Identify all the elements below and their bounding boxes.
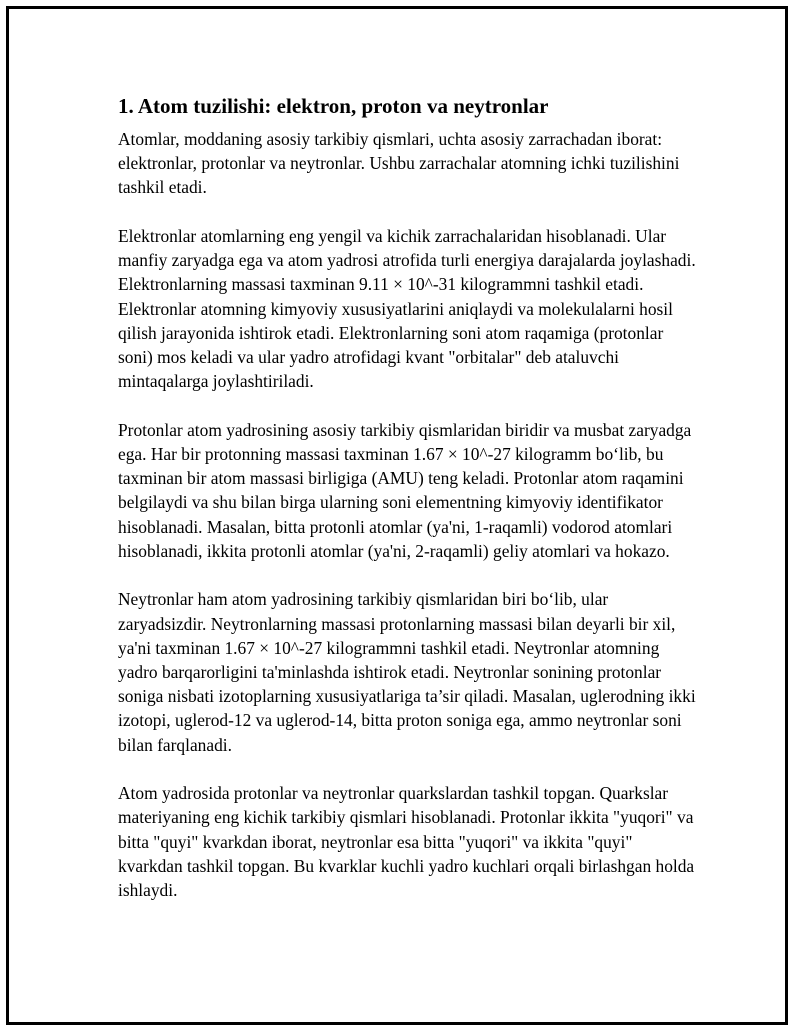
document-body xyxy=(118,92,698,927)
paragraph-neutrons: Neytronlar ham atom yadrosining tarkibiy qismlaridan biri bo‘lib, ular zaryadsizdir. Neytronlarning massasi protonlarning massasi bilan deyarli bir xil, ya'ni taxminan 1.67 × 10^-27 kilogrammni tashkil etadi. Neytronlar atomning yadro barqarorligini ta'minlashda ishtirok etadi. Neytronlar sonining protonlar soniga nisbati izotoplarning xususiyatlariga ta’sir qiladi. Masalan, uglerodning ikki izotopi, uglerod-12 va uglerod-14, bitta proton soniga ega, ammo neytronlar soni bilan farqlanadi. xyxy=(118,589,696,755)
section-heading: 1. Atom tuzilishi: elektron, proton va neytronlar xyxy=(118,94,549,118)
paragraph-intro: Atomlar, moddaning asosiy tarkibiy qismlari, uchta asosiy zarrachadan iborat: elektronlar, protonlar va neytronlar. Ushbu zarrachalar atomning ichki tuzilishini tashkil etadi. xyxy=(118,129,680,198)
paragraph-protons: Protonlar atom yadrosining asosiy tarkibiy qismlaridan biridir va musbat zaryadga ega. Har bir protonning massasi taxminan 1.67 × 10^-27 kilogramm bo‘lib, bu taxminan bir atom massasi birligiga (AMU) teng keladi. Protonlar atom raqamini belgilaydi va shu bilan birga ularning soni elementning kimyoviy identifikator hisoblanadi. Masalan, bitta protonli atomlar (ya'ni, 1-raqamli) vodorod atomlari hisoblanadi, ikkita protonli atomlar (ya'ni, 2-raqamli) geliy atomlari va hokazo. xyxy=(118,419,692,561)
paragraph-electrons: Elektronlar atomlarning eng yengil va kichik zarrachalaridan hisoblanadi. Ular manfiy zaryadga ega va atom yadrosi atrofida turli energiya darajalarda joylashadi. Elektronlarning massasi taxminan 9.11 × 10^-31 kilogrammni tashkil etadi. Elektronlar atomning kimyoviy xususiyatlarini aniqlaydi va molekulalarni hosil qilish jarayonida ishtirok etadi. Elektronlarning soni atom raqamiga (protonlar soni) mos keladi va ular yadro atrofidagi kvant "orbitalar" deb ataluvchi mintaqalarga joylashtiriladi. xyxy=(118,226,696,392)
paragraph-quarks: Atom yadrosida protonlar va neytronlar quarkslardan tashkil topgan. Quarkslar materiyaning eng kichik tarkibiy qismlari hisoblanadi. Protonlar ikkita "yuqori" va bitta "quyi" kvarkdan iborat, neytronlar esa bitta "yuqori" va ikkita "quyi" kvarkdan tashkil topgan. Bu kvarklar kuchli yadro kuchlari orqali birlashgan holda ishlaydi. xyxy=(118,783,695,901)
